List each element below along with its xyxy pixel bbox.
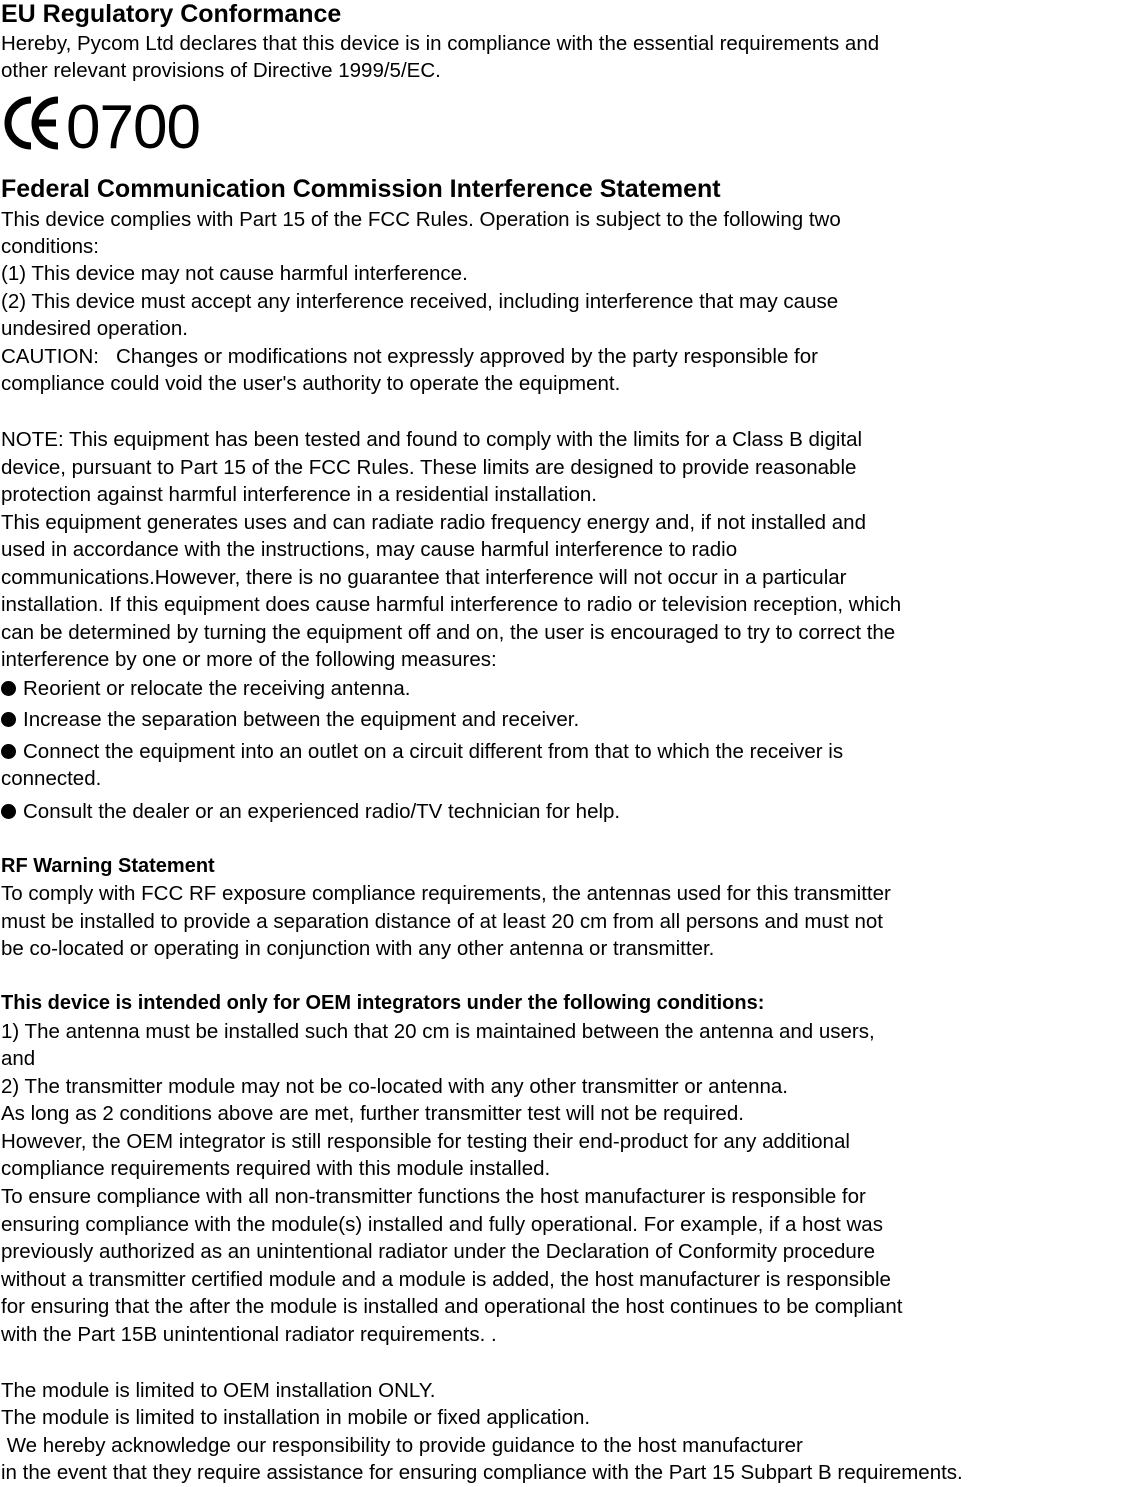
ce-mark-logo (0, 92, 210, 154)
eu-text-line: other relevant provisions of Directive 1999/5/EC. (1, 59, 441, 82)
rf-text-line: be co-located or operating in conjunction with any other antenna or transmitter. (1, 937, 715, 960)
bullet-item (1, 706, 579, 733)
bullet-item (1, 738, 843, 765)
oem-text-line: However, the OEM integrator is still responsible for testing their end-product for any additional (1, 1130, 850, 1153)
oem-text-line: for ensuring that the after the module is installed and operational the host continues to be compliant (1, 1295, 903, 1318)
oem-heading: This device is intended only for OEM integrators under the following conditions: (1, 992, 765, 1014)
oem-text-line: ensuring compliance with the module(s) installed and fully operational. For example, if a host was (1, 1213, 883, 1236)
bullet-continuation: connected. (1, 767, 102, 790)
fcc-text-line: This device complies with Part 15 of the FCC Rules. Operation is subject to the following two (1, 208, 841, 231)
fcc-heading: Federal Communication Commission Interference Statement (1, 175, 721, 203)
rf-heading: RF Warning Statement (1, 855, 215, 877)
fcc-text-line: (2) This device must accept any interference received, including interference that may cause (1, 290, 839, 313)
bullet-dot-icon (1, 681, 16, 696)
limited-text-line: We hereby acknowledge our responsibility to provide guidance to the host manufacturer (1, 1434, 803, 1457)
oem-text-line: 1) The antenna must be installed such that 20 cm is maintained between the antenna and users, (1, 1020, 875, 1043)
limited-text-line: The module is limited to OEM installation ONLY. (1, 1379, 436, 1402)
fcc-text-line: undesired operation. (1, 317, 188, 340)
eu-heading: EU Regulatory Conformance (1, 0, 342, 28)
bullet-text: Reorient or relocate the receiving antenna. (23, 677, 411, 700)
oem-text-line: previously authorized as an unintentional radiator under the Declaration of Conformity procedure (1, 1240, 876, 1263)
fcc-text-line: compliance could void the user's authority to operate the equipment. (1, 372, 621, 395)
oem-text-line: compliance requirements required with this module installed. (1, 1157, 551, 1180)
fcc-text-line: conditions: (1, 235, 100, 258)
rf-text-line: To comply with FCC RF exposure compliance requirements, the antennas used for this transmitter (1, 882, 891, 905)
eu-text-line: Hereby, Pycom Ltd declares that this device is in compliance with the essential requirements and (1, 32, 880, 55)
oem-text-line: without a transmitter certified module and a module is added, the host manufacturer is responsible (1, 1268, 891, 1291)
rf-text-line: must be installed to provide a separation distance of at least 20 cm from all persons and must not (1, 910, 883, 933)
bullet-text: Consult the dealer or an experienced radio/TV technician for help. (23, 800, 621, 823)
bullet-text: Increase the separation between the equipment and receiver. (23, 708, 580, 731)
bullet-dot-icon (1, 712, 16, 727)
limited-text-line: The module is limited to installation in mobile or fixed application. (1, 1406, 591, 1429)
note-text-line: used in accordance with the instructions, may cause harmful interference to radio (1, 538, 738, 561)
fcc-text-line: (1) This device may not cause harmful interference. (1, 262, 468, 285)
note-text-line: interference by one or more of the following measures: (1, 648, 497, 671)
bullet-item (1, 675, 410, 702)
oem-text-line: and (1, 1047, 36, 1070)
bullet-item (1, 798, 620, 825)
note-text-line: device, pursuant to Part 15 of the FCC Rules. These limits are designed to provide reasonable (1, 456, 857, 479)
oem-text-line: To ensure compliance with all non-transmitter functions the host manufacturer is responsible for (1, 1185, 866, 1208)
limited-text-line: in the event that they require assistance for ensuring compliance with the Part 15 Subpart B requirements. (1, 1461, 963, 1484)
note-text-line: installation. If this equipment does cause harmful interference to radio or television reception, which (1, 593, 902, 616)
bullet-text: Connect the equipment into an outlet on a circuit different from that to which the receiver is (23, 740, 844, 763)
fcc-caution-line: CAUTION: Changes or modifications not expressly approved by the party responsible for (1, 345, 818, 368)
bullet-dot-icon (1, 744, 16, 759)
note-text-line: can be determined by turning the equipment off and on, the user is encouraged to try to correct the (1, 621, 896, 644)
note-text-line: protection against harmful interference in a residential installation. (1, 483, 597, 506)
note-text-line: NOTE: This equipment has been tested and found to comply with the limits for a Class B digital (1, 428, 863, 451)
oem-text-line: 2) The transmitter module may not be co-located with any other transmitter or antenna. (1, 1075, 788, 1098)
note-text-line: This equipment generates uses and can radiate radio frequency energy and, if not installed and (1, 511, 866, 534)
svg-text:0700: 0700 (66, 93, 200, 154)
oem-text-line: As long as 2 conditions above are met, further transmitter test will not be required. (1, 1102, 744, 1125)
oem-text-line: with the Part 15B unintentional radiator requirements. . (1, 1323, 497, 1346)
note-text-line: communications.However, there is no guarantee that interference will not occur in a particular (1, 566, 847, 589)
bullet-dot-icon (1, 804, 16, 819)
